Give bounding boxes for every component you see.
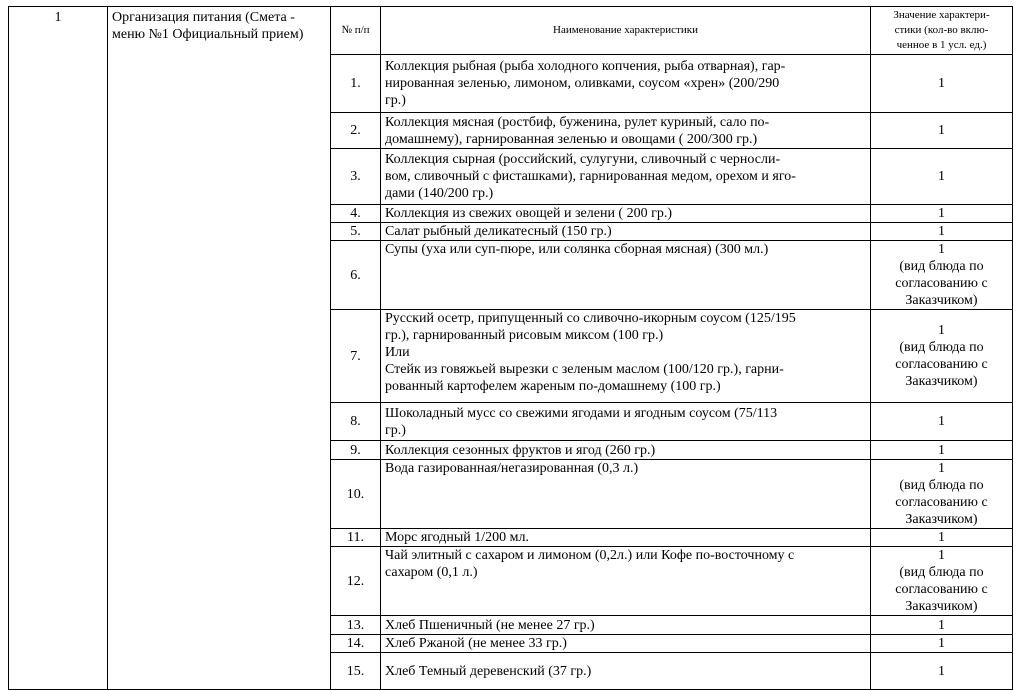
row-name: Хлеб Темный деревенский (37 гр.): [381, 653, 871, 690]
row-name: Вода газированная/негазированная (0,3 л.): [381, 460, 871, 529]
position-number: 1: [9, 7, 108, 690]
row-number: 9.: [331, 441, 381, 460]
row-number: 1.: [331, 55, 381, 113]
row-name: Коллекция из свежих овощей и зелени ( 200 гр.): [381, 205, 871, 223]
row-value: 1: [871, 55, 1013, 113]
row-name: Русский осетр, припущенный со сливочно-икорным соусом (125/195 гр.), гарнированный рисовым миксом (100 гр.) Или Стейк из говяжьей вырезки с зеленым маслом (100/120 гр.), гарни- рованный картофелем жареным по-домашнему (100 гр.): [381, 310, 871, 403]
row-value: 1: [871, 149, 1013, 205]
row-name: Супы (уха или суп-пюре, или солянка сборная мясная) (300 мл.): [381, 241, 871, 310]
row-name: Шоколадный мусс со свежими ягодами и ягодным соусом (75/113 гр.): [381, 403, 871, 441]
row-number: 2.: [331, 113, 381, 149]
row-value: 1 (вид блюда по согласованию с Заказчиком): [871, 241, 1013, 310]
header-number: № п/п: [331, 7, 381, 55]
row-name: Хлеб Ржаной (не менее 33 гр.): [381, 635, 871, 653]
row-name: Коллекция сырная (российский, сулугуни, сливочный с черносли- вом, сливочный с фисташками), гарнированная медом, орехом и яго- дами (140/200 гр.): [381, 149, 871, 205]
row-value: 1: [871, 223, 1013, 241]
row-value: 1: [871, 403, 1013, 441]
row-value: 1: [871, 113, 1013, 149]
row-value: 1: [871, 529, 1013, 547]
row-number: 15.: [331, 653, 381, 690]
row-name: Коллекция рыбная (рыба холодного копчения, рыба отварная), гар- нированная зеленью, лимоном, оливками, соусом «хрен» (200/290 гр.): [381, 55, 871, 113]
menu-spec-table: [8, 6, 1013, 690]
header-row: [9, 7, 1013, 55]
header-value: Значение характери- стики (кол-во вклю- ченное в 1 усл. ед.): [871, 7, 1013, 55]
row-name: Коллекция сезонных фруктов и ягод (260 гр.): [381, 441, 871, 460]
row-value: 1 (вид блюда по согласованию с Заказчиком): [871, 460, 1013, 529]
row-value: 1 (вид блюда по согласованию с Заказчиком): [871, 310, 1013, 403]
row-number: 6.: [331, 241, 381, 310]
row-name: Салат рыбный деликатесный (150 гр.): [381, 223, 871, 241]
row-number: 7.: [331, 310, 381, 403]
row-value: 1: [871, 441, 1013, 460]
row-number: 4.: [331, 205, 381, 223]
row-value: 1 (вид блюда по согласованию с Заказчиком): [871, 547, 1013, 616]
service-name: Организация питания (Смета - меню №1 Официальный прием): [108, 7, 331, 690]
row-number: 3.: [331, 149, 381, 205]
row-name: Чай элитный с сахаром и лимоном (0,2л.) или Кофе по-восточному с сахаром (0,1 л.): [381, 547, 871, 616]
row-number: 14.: [331, 635, 381, 653]
row-number: 13.: [331, 616, 381, 635]
row-number: 12.: [331, 547, 381, 616]
row-name: Коллекция мясная (ростбиф, буженина, рулет куриный, сало по- домашнему), гарнированная зеленью и овощами ( 200/300 гр.): [381, 113, 871, 149]
row-value: 1: [871, 616, 1013, 635]
row-value: 1: [871, 635, 1013, 653]
row-number: 10.: [331, 460, 381, 529]
row-number: 8.: [331, 403, 381, 441]
row-name: Морс ягодный 1/200 мл.: [381, 529, 871, 547]
row-name: Хлеб Пшеничный (не менее 27 гр.): [381, 616, 871, 635]
row-value: 1: [871, 653, 1013, 690]
header-name: Наименование характеристики: [381, 7, 871, 55]
row-number: 5.: [331, 223, 381, 241]
row-number: 11.: [331, 529, 381, 547]
row-value: 1: [871, 205, 1013, 223]
